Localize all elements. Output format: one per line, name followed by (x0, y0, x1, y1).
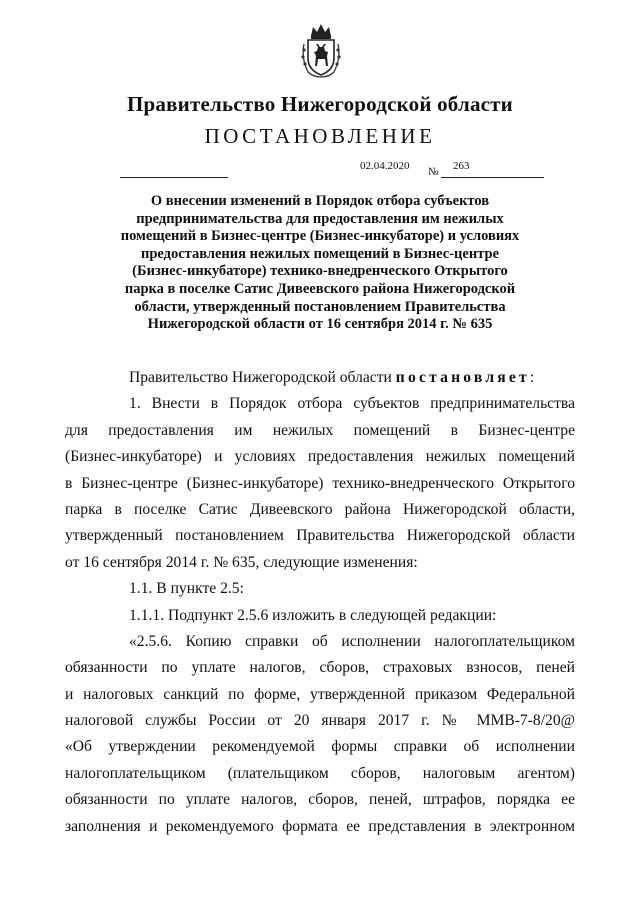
heading-line: О внесении изменений в Порядок отбора субъектов (150, 193, 490, 209)
body-line: и налоговых санкций по форме, утвержденной приказом Федеральной (65, 685, 575, 703)
body-line: «Об утверждении рекомендуемой формы справки об исполнении (65, 738, 575, 756)
date-underline-left (120, 177, 228, 178)
body-line: налоговой службы России от 20 января 2017 г. № ММВ-7-8/20@ (65, 712, 575, 730)
heading-line: Нижегородской области от 16 сентября 2014 г. № 635 (147, 316, 493, 333)
body-line: в Бизнес-центре (Бизнес-инкубаторе) технико-внедренческого Открытого (65, 474, 575, 492)
intro-verb: постановляет (395, 369, 530, 386)
body-line: парка в поселке Сатис Дивеевского района Нижегородской области, (65, 500, 575, 518)
document-type: ПОСТАНОВЛЕНИЕ (204, 124, 436, 148)
heading-line: помещений в Бизнес-центре (Бизнес-инкубаторе) и условиях (120, 228, 520, 245)
body-line: обязанности по уплате налогов, сборов, пеней, штрафов, порядка ее (65, 791, 575, 809)
document-heading (110, 193, 530, 334)
number-sign: № (428, 166, 439, 178)
heading-line: предпринимательства для предоставления им нежилых (136, 210, 504, 227)
heading-line: предоставления нежилых помещений в Бизнес-центре (140, 245, 500, 262)
coat-of-arms-icon (300, 22, 342, 78)
body-line: налогоплательщиком (плательщиком сборов, налоговым агентом) (65, 764, 575, 782)
document-date: 02.04.2020 (360, 160, 410, 172)
heading-line: области, утвержденный постановлением Правительства (134, 298, 506, 315)
body-line: утвержденный постановлением Правительства Нижегородской области (65, 527, 575, 545)
number-underline (441, 177, 544, 178)
body-line: 1. Внести в Порядок отбора субъектов предпринимательства (129, 395, 575, 413)
body-line: 1.1.1. Подпункт 2.5.6 изложить в следующей редакции: (129, 606, 497, 624)
heading-line: (Бизнес-инкубаторе) технико-внедренческого Открытого (132, 263, 508, 280)
heading-line: парка в поселке Сатис Дивеевского района Нижегородской (124, 280, 516, 297)
body-line: обязанности по уплате налогов, сборов, страховых взносов, пеней (65, 659, 575, 677)
body-line: «2.5.6. Копию справки об исполнении налогоплательщиком (129, 632, 575, 650)
intro-prefix: Правительство Нижегородской области (129, 369, 396, 386)
document-body (65, 365, 575, 840)
organization-title: Правительство Нижегородской области (127, 92, 513, 116)
body-line: (Бизнес-инкубаторе) и условиях предоставления нежилых помещений (65, 448, 575, 466)
body-line: от 16 сентября 2014 г. № 635, следующие изменения: (65, 553, 418, 571)
intro-suffix: : (529, 369, 535, 386)
body-line: для предоставления им нежилых помещений в Бизнес-центре (65, 421, 575, 439)
body-line: 1.1. В пункте 2.5: (129, 580, 244, 598)
body-line: заполнения и рекомендуемого формата ее представления в электронном (65, 817, 575, 835)
document-number: 263 (453, 160, 470, 172)
intro-paragraph (65, 365, 575, 391)
